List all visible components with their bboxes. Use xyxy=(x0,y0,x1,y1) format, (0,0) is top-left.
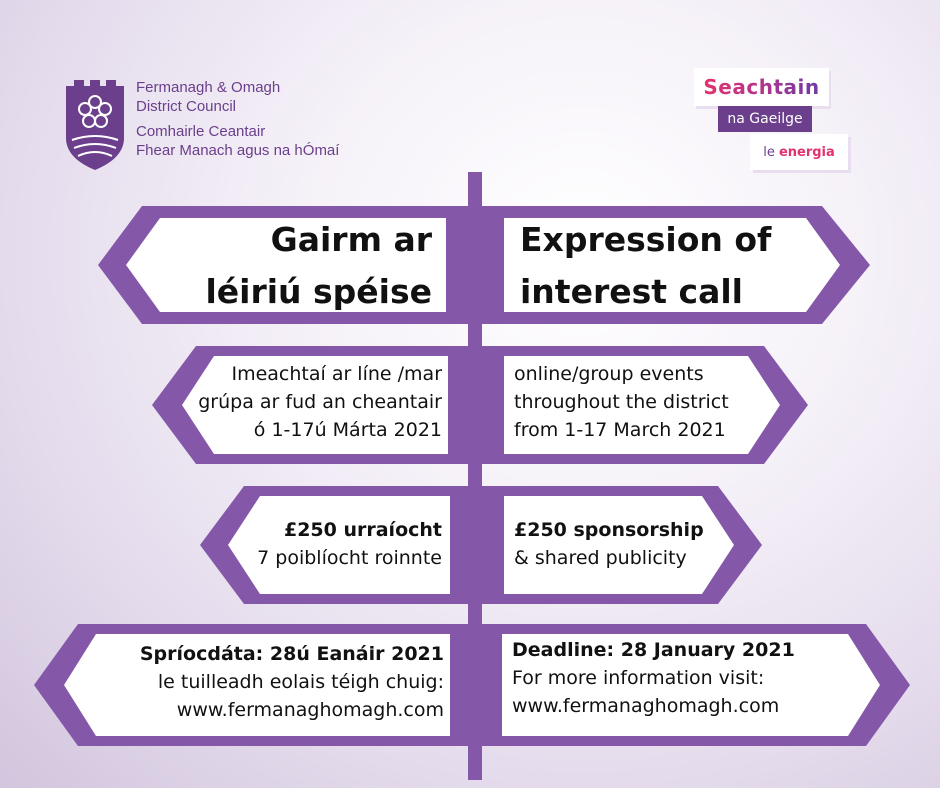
sponsor-prefix: le xyxy=(763,144,779,160)
sign-events-en xyxy=(482,346,808,464)
sign-deadline-en xyxy=(482,624,910,746)
title-en-line2: interest call xyxy=(520,272,743,311)
sponsor-name: energia xyxy=(778,144,835,160)
sign-sponsor-ga xyxy=(200,486,468,604)
deadline-ga-line1: Spríocdáta: 28ú Eanáir 2021 xyxy=(139,643,444,665)
events-ga-line2: grúpa ar fud an cheantair xyxy=(198,391,442,413)
council-irish-line1: Comhairle Ceantair xyxy=(136,123,266,140)
sign-events-ga xyxy=(152,346,468,464)
sponsor-card xyxy=(750,134,848,170)
council-logo xyxy=(64,78,394,174)
title-ga-line1: Gairm ar xyxy=(270,220,432,259)
sign-title-en xyxy=(482,206,870,324)
title-en-line1: Expression of xyxy=(520,220,772,259)
council-crest-icon xyxy=(64,78,126,172)
deadline-ga-link[interactable]: www.fermanaghomagh.com xyxy=(176,699,444,721)
events-ga-line1: Imeachtaí ar líne /mar xyxy=(231,363,442,385)
events-ga-line3: ó 1-17ú Márta 2021 xyxy=(253,419,442,441)
seachtain-card xyxy=(694,68,829,106)
title-ga-line2: léiriú spéise xyxy=(205,272,432,311)
sign-sponsor-en xyxy=(482,486,762,604)
events-en-line1: online/group events xyxy=(514,363,704,385)
events-en-line3: from 1-17 March 2021 xyxy=(514,419,726,441)
council-name-line1: Fermanagh & Omagh xyxy=(136,79,281,96)
sponsor-en-line1: £250 sponsorship xyxy=(514,519,704,541)
deadline-en-line2: For more information visit: xyxy=(512,667,765,689)
sign-title-ga xyxy=(98,206,468,324)
seachtain-title: Seachtain xyxy=(703,75,820,99)
sign-deadline-ga xyxy=(34,624,468,746)
council-name-line2: District Council xyxy=(136,98,237,115)
sponsor-ga-line2: 7 poiblíocht roinnte xyxy=(257,547,442,569)
sponsor-en-line2: & shared publicity xyxy=(514,547,687,569)
deadline-en-link[interactable]: www.fermanaghomagh.com xyxy=(512,695,780,717)
na-gaeilge-label: na Gaeilge xyxy=(727,111,803,127)
sponsor-ga-line1: £250 urraíocht xyxy=(283,519,442,541)
deadline-en-line1: Deadline: 28 January 2021 xyxy=(512,639,795,661)
council-irish-line2: Fhear Manach agus na hÓmaí xyxy=(136,142,340,159)
events-en-line2: throughout the district xyxy=(514,391,729,413)
seachtain-badge xyxy=(694,68,864,180)
signpost-pole xyxy=(468,172,482,780)
na-gaeilge-bar xyxy=(718,106,812,132)
deadline-ga-line2: le tuilleadh eolais téigh chuig: xyxy=(157,671,444,693)
